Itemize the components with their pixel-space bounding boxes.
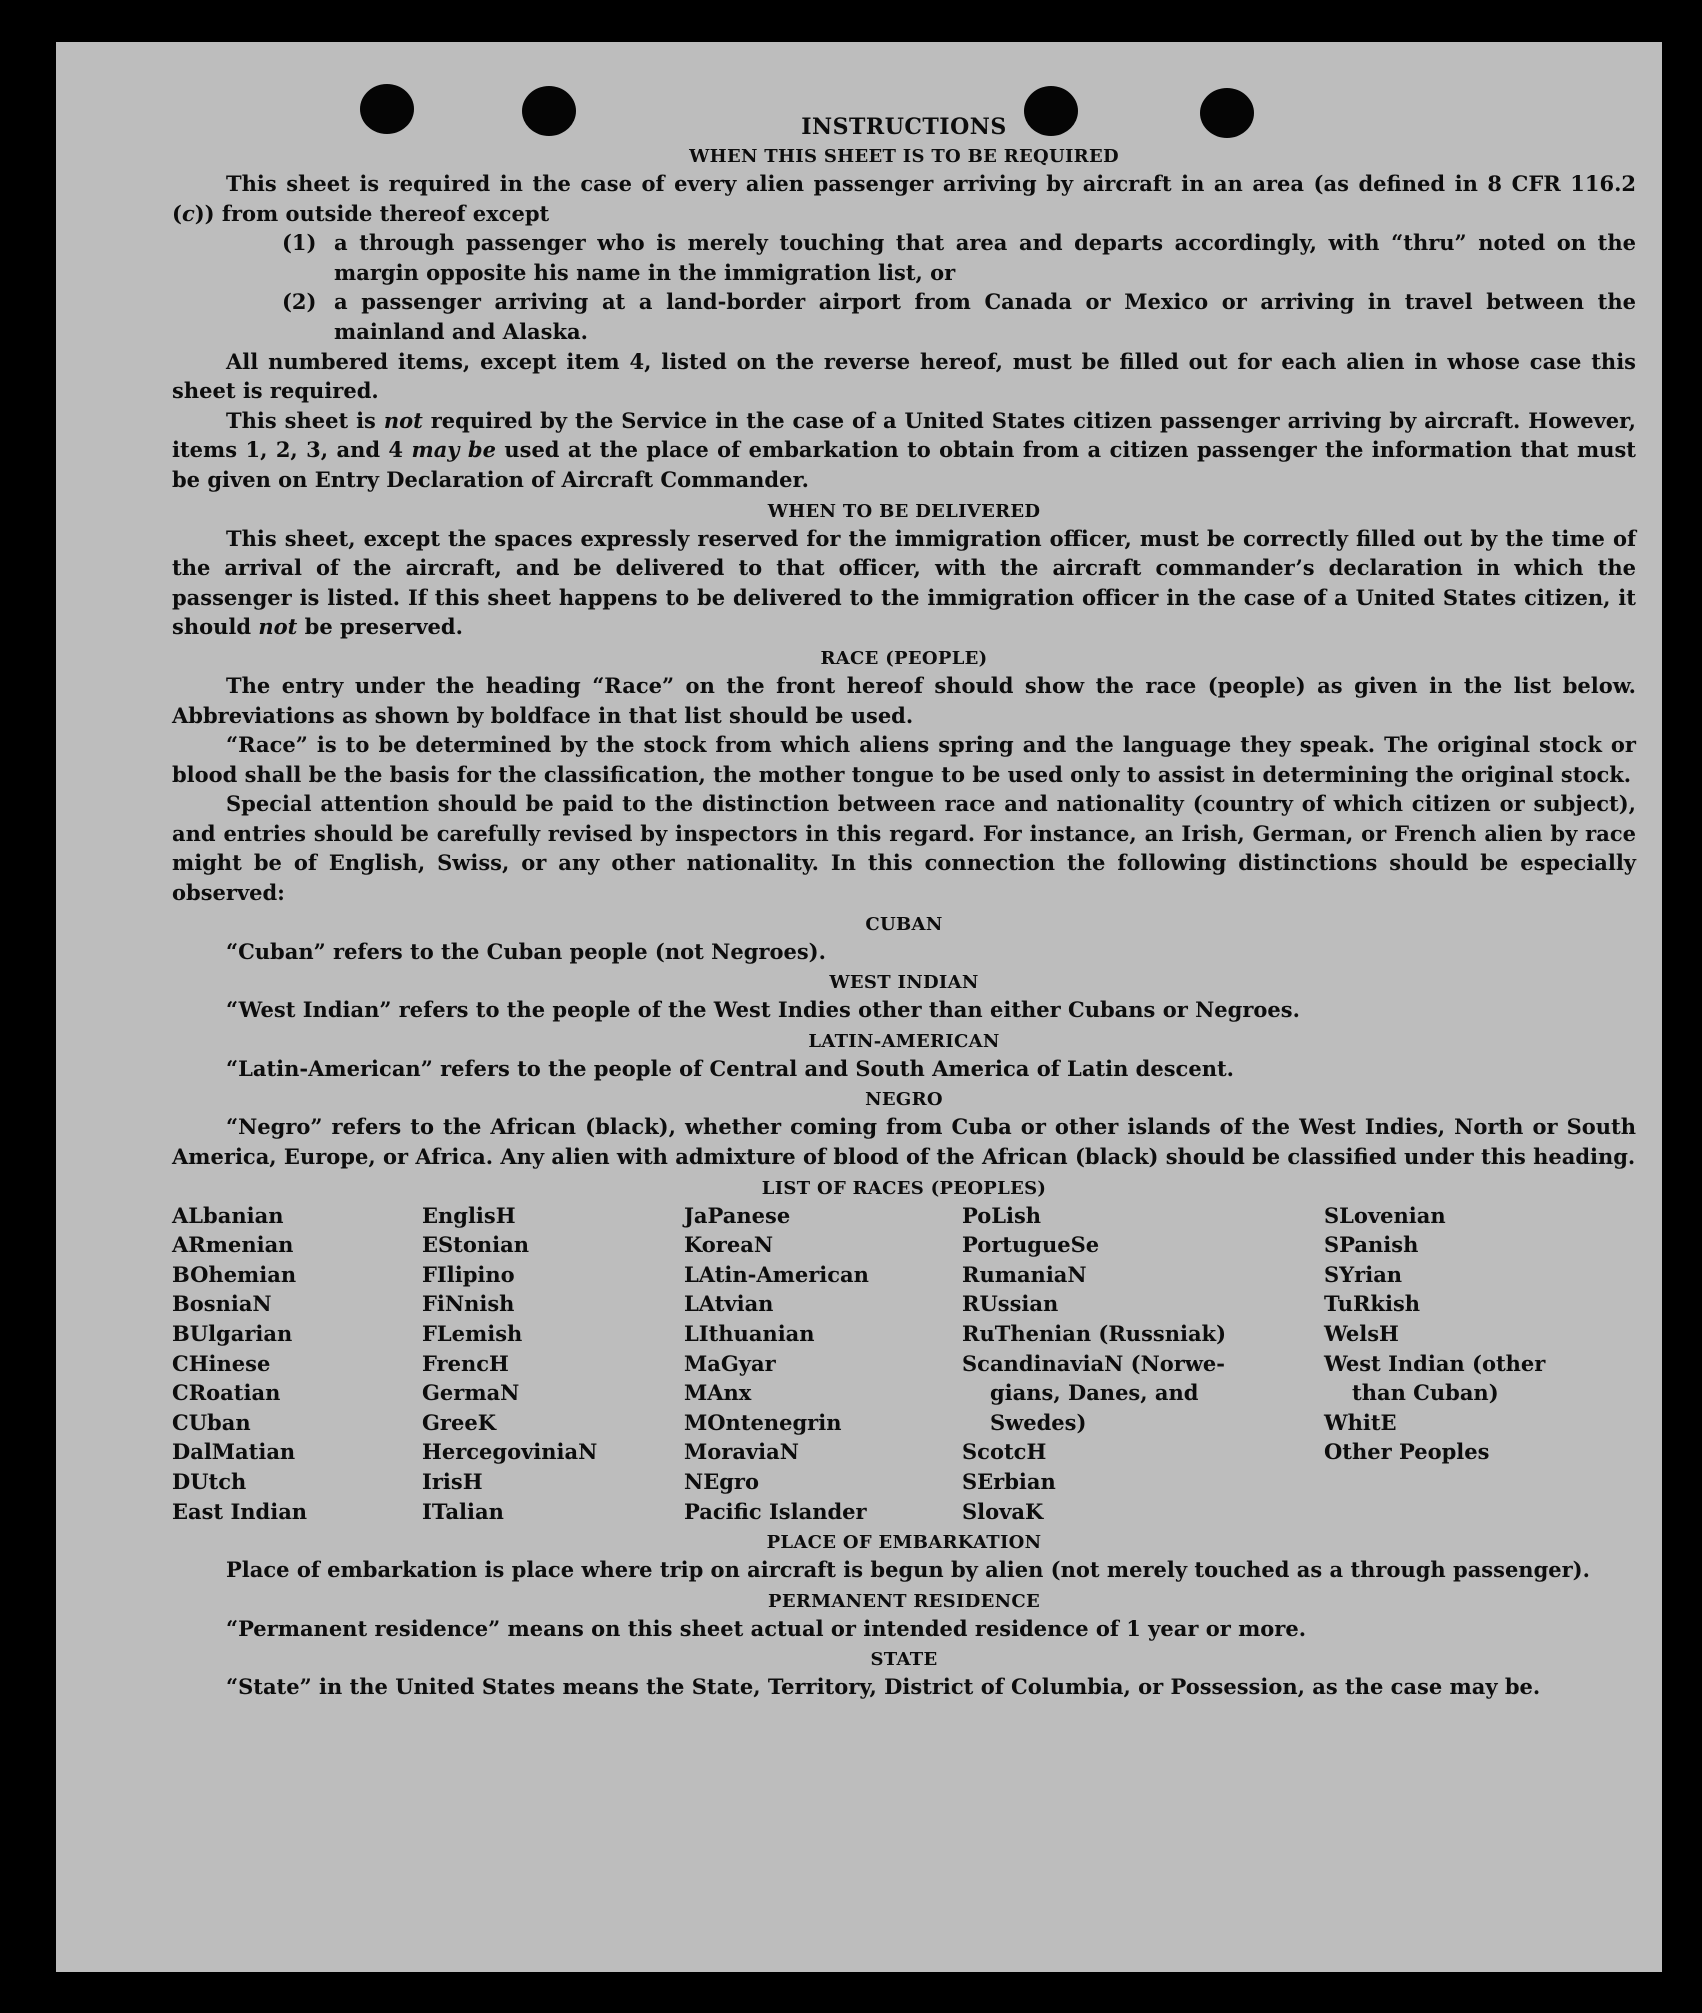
races-column xyxy=(684,1201,962,1527)
race-entry: EStonian xyxy=(422,1232,529,1258)
race-entry: WhitE xyxy=(1324,1409,1397,1435)
paragraph: This sheet is not required by the Service in the case of a United States citizen passenger arriving by aircraft. However, items 1, 2, 3, and 4 may be used at the place of embarkation to obtain from a citizen passenger the information that must be given on Entry Declaration of Aircraft Commander. xyxy=(172,407,1637,492)
race-entry: than Cuban) xyxy=(1352,1380,1499,1406)
section-heading: LATIN-AMERICAN xyxy=(808,1030,1000,1052)
race-entry: RumaniaN xyxy=(962,1261,1087,1287)
race-entry: GreeK xyxy=(422,1409,496,1435)
race-entry: PortugueSe xyxy=(962,1232,1100,1258)
race-entry: BUlgarian xyxy=(172,1321,293,1346)
races-column xyxy=(1324,1201,1614,1527)
paragraph: “State” in the United States means the State, Territory, District of Columbia, or Possession, as the case may be. xyxy=(226,1674,1541,1700)
paragraph: The entry under the heading “Race” on the front hereof should show the race (people) as given in the list below. Abbreviations as shown by boldface in that list should be used. xyxy=(172,672,1636,728)
race-entry: CUban xyxy=(172,1409,251,1435)
race-entry: FLemish xyxy=(422,1321,523,1346)
section-heading: RACE (PEOPLE) xyxy=(820,647,988,669)
race-entry: SPanish xyxy=(1324,1232,1419,1258)
item-text: a passenger arriving at a land-border airport from Canada or Mexico or arriving in travel between the mainland and Alaska. xyxy=(334,289,1636,344)
race-entry: DUtch xyxy=(172,1468,247,1494)
numbered-item xyxy=(172,228,1636,287)
race-entry: PoLish xyxy=(962,1202,1042,1228)
race-entry: SErbian xyxy=(962,1468,1056,1494)
race-entry: BOhemian xyxy=(172,1261,297,1287)
race-entry: NEgro xyxy=(684,1468,759,1494)
race-entry: Swedes) xyxy=(990,1409,1087,1435)
section-heading: WEST INDIAN xyxy=(829,972,979,994)
paragraph: “Race” is to be determined by the stock from which aliens spring and the language they speak. The original stock or blood shall be the basis for the classification, the mother tongue to be used only to assist in determining the original stock. xyxy=(172,732,1636,787)
race-entry: ALbanian xyxy=(172,1202,284,1228)
paragraph: “West Indian” refers to the people of the West Indies other than either Cubans or Negroes. xyxy=(226,997,1300,1023)
race-entry: RUssian xyxy=(962,1291,1059,1317)
race-entry: Other Peoples xyxy=(1324,1439,1490,1465)
section-heading: STATE xyxy=(870,1649,938,1671)
race-entry: SlovaK xyxy=(962,1498,1044,1524)
race-entry: WelsH xyxy=(1324,1321,1399,1346)
race-entry: FIlipino xyxy=(422,1261,515,1287)
instructions-content xyxy=(172,114,1636,1702)
race-entry: MoraviaN xyxy=(684,1439,799,1465)
race-entry: ScandinaviaN (Norwe- xyxy=(962,1350,1226,1376)
document-page xyxy=(56,42,1662,1972)
paragraph: “Cuban” refers to the Cuban people (not Negroes). xyxy=(226,938,826,964)
section-heading: CUBAN xyxy=(865,913,943,935)
race-entry: BosniaN xyxy=(172,1291,272,1317)
races-list xyxy=(172,1201,1636,1527)
paragraph: Place of embarkation is place where trip on aircraft is begun by alien (not merely touched as a through passenger). xyxy=(226,1557,1590,1583)
section-heading: PERMANENT RESIDENCE xyxy=(767,1590,1041,1612)
section-heading: WHEN THIS SHEET IS TO BE REQUIRED xyxy=(689,146,1119,167)
race-entry: MAnx xyxy=(684,1380,752,1406)
item-number: (2) xyxy=(282,289,317,315)
race-entry: ScotcH xyxy=(962,1439,1047,1465)
race-entry: DalMatian xyxy=(172,1439,296,1465)
numbered-item xyxy=(172,287,1636,346)
paragraph: “Latin-American” refers to the people of Central and South America of Latin descent. xyxy=(226,1055,1234,1081)
races-column xyxy=(962,1201,1324,1527)
race-entry: ITalian xyxy=(422,1498,504,1524)
race-entry: SYrian xyxy=(1324,1261,1403,1287)
race-entry: MaGyar xyxy=(684,1350,776,1376)
item-number: (1) xyxy=(282,230,317,256)
race-entry: EnglisH xyxy=(422,1202,516,1228)
section-heading: WHEN TO BE DELIVERED xyxy=(767,500,1041,522)
race-entry: East Indian xyxy=(172,1498,308,1524)
section-heading: LIST OF RACES (PEOPLES) xyxy=(761,1177,1047,1199)
race-entry: ARmenian xyxy=(172,1232,294,1258)
paragraph: All numbered items, except item 4, listed on the reverse hereof, must be filled out for each alien in whose case this sheet is required. xyxy=(172,348,1636,404)
race-entry: MOntenegrin xyxy=(684,1409,842,1435)
race-entry: FiNnish xyxy=(422,1291,515,1317)
race-entry: GermaN xyxy=(422,1380,520,1406)
races-column xyxy=(422,1201,684,1527)
paragraph: This sheet, except the spaces expressly reserved for the immigration officer, must be correctly filled out by the time of the arrival of the aircraft, and be delivered to that officer, with the aircraft commander’s declaration in which the passenger is listed. If this sheet happens to be delivered to the immigration officer in the case of a United States citizen, it should not be preserved. xyxy=(172,525,1636,640)
races-column xyxy=(172,1201,422,1527)
race-entry: KoreaN xyxy=(684,1232,774,1258)
item-text: a through passenger who is merely touching that area and departs accordingly, with “thru” noted on the margin opposite his name in the immigration list, or xyxy=(334,230,1636,285)
race-entry: LAtvian xyxy=(684,1291,774,1317)
race-entry: JaPanese xyxy=(684,1202,791,1228)
race-entry: West Indian (other xyxy=(1324,1350,1546,1376)
page-title: INSTRUCTIONS xyxy=(801,114,1007,140)
paragraph: This sheet is required in the case of every alien passenger arriving by aircraft in an area (as defined in 8 CFR 116.2 (c)) from outside thereof except xyxy=(172,171,1636,226)
race-entry: HercegoviniaN xyxy=(422,1439,598,1465)
race-entry: FrencH xyxy=(422,1350,509,1376)
paragraph: “Permanent residence” means on this sheet actual or intended residence of 1 year or more. xyxy=(226,1615,1307,1641)
race-entry: IrisH xyxy=(422,1468,483,1494)
race-entry: Pacific Islander xyxy=(684,1498,867,1524)
race-entry: CHinese xyxy=(172,1350,271,1376)
race-entry: TuRkish xyxy=(1324,1291,1421,1317)
race-entry: CRoatian xyxy=(172,1380,281,1406)
race-entry: gians, Danes, and xyxy=(990,1380,1199,1406)
paragraph: “Negro” refers to the African (black), whether coming from Cuba or other islands of the West Indies, North or South America, Europe, or Africa. Any alien with admixture of blood of the African (black) should be classified under this heading. xyxy=(172,1114,1636,1170)
race-entry: RuThenian (Russniak) xyxy=(962,1321,1227,1346)
race-entry: LIthuanian xyxy=(684,1321,815,1346)
race-entry: SLovenian xyxy=(1324,1202,1446,1228)
paragraph: Special attention should be paid to the distinction between race and nationality (country of which citizen or subject), and entries should be carefully revised by inspectors in this regard. For instance, an Irish, German, or French alien by race might be of English, Swiss, or any other nationality. In this connection the following distinctions should be especially observed: xyxy=(172,791,1636,906)
section-heading: NEGRO xyxy=(865,1089,943,1111)
race-entry: LAtin-American xyxy=(684,1261,869,1287)
section-heading: PLACE OF EMBARKATION xyxy=(766,1532,1042,1554)
